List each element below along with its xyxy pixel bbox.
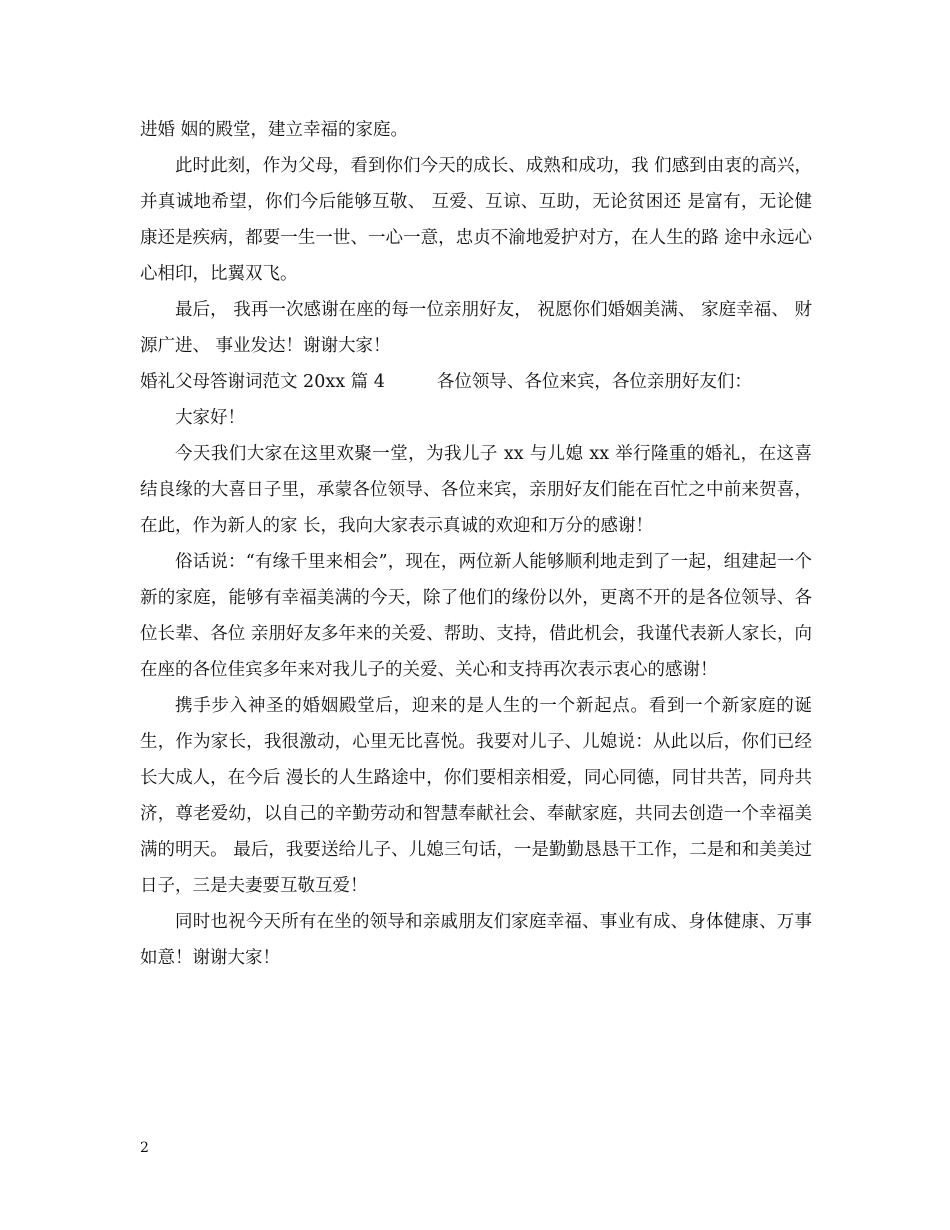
section-heading — [140, 364, 812, 400]
paragraph: 携手步入神圣的婚姻殿堂后，迎来的是人生的一个新起点。看到一个新家庭的诞生，作为家长，我很激动，心里无比喜悦。我要对儿子、儿媳说：从此以后，你们已经长大成人，在今后 漫长的人生路途中，你们要相亲相爱，同心同德，同甘共苦，同舟共济，尊老爱幼，以自己的辛勤劳动和智慧奉献社会、奉献家庭，共同去创造一个幸福美满的明天。 最后，我要送给儿子、儿媳三句话，一是勤勤恳恳干工作，二是和和美美过日子，三是夫妻要互敬互爱！ — [140, 696, 812, 896]
paragraph: 此时此刻，作为父母，看到你们今天的成长、成熟和成功，我 们感到由衷的高兴，并真诚地希望，你们今后能够互敬、 互爱、互谅、互助，无论贫困还 是富有，无论健康还是疾病，都要一生一世、一心一意，忠贞不渝地爱护对方，在人生的路 途中永远心心相印，比翼双飞。 — [140, 156, 812, 284]
paragraph: 最后， 我再一次感谢在座的每一位亲朋好友， 祝愿你们婚姻美满、 家庭幸福、 财源广进、 事业发达！谢谢大家！ — [140, 300, 812, 356]
paragraph: 同时也祝今天所有在坐的领导和亲戚朋友们家庭幸福、事业有成、身体健康、万事如意！谢谢大家！ — [140, 912, 812, 968]
section-heading-greeting: 各位领导、各位来宾，各位亲朋好友们： — [436, 372, 752, 392]
paragraph: 大家好！ — [175, 408, 245, 428]
page-number: 2 — [140, 1140, 149, 1156]
section-heading-title: 婚礼父母答谢词范文 20xx 篇 4 — [140, 372, 385, 392]
paragraph: 俗话说：“有缘千里来相会”，现在，两位新人能够顺利地走到了一起，组建起一个新的家庭，能够有幸福美满的今天，除了他们的缘份以外，更离不开的是各位领导、各位长辈、各位 亲朋好友多年来的关爱、帮助、支持，借此机会，我谨代表新人家长，向在座的各位佳宾多年来对我儿子的关爱、关心和支持再次表示衷心的感谢！ — [140, 552, 812, 680]
document-body — [140, 112, 812, 976]
paragraph: 今天我们大家在这里欢聚一堂，为我儿子 xx 与儿媳 xx 举行隆重的婚礼，在这喜结良缘的大喜日子里，承蒙各位领导、各位来宾，亲朋好友们能在百忙之中前来贺喜，在此，作为新人的家 长，我向大家表示真诚的欢迎和万分的感谢！ — [140, 444, 812, 536]
paragraph: 进婚 姻的殿堂，建立幸福的家庭。 — [140, 120, 409, 140]
